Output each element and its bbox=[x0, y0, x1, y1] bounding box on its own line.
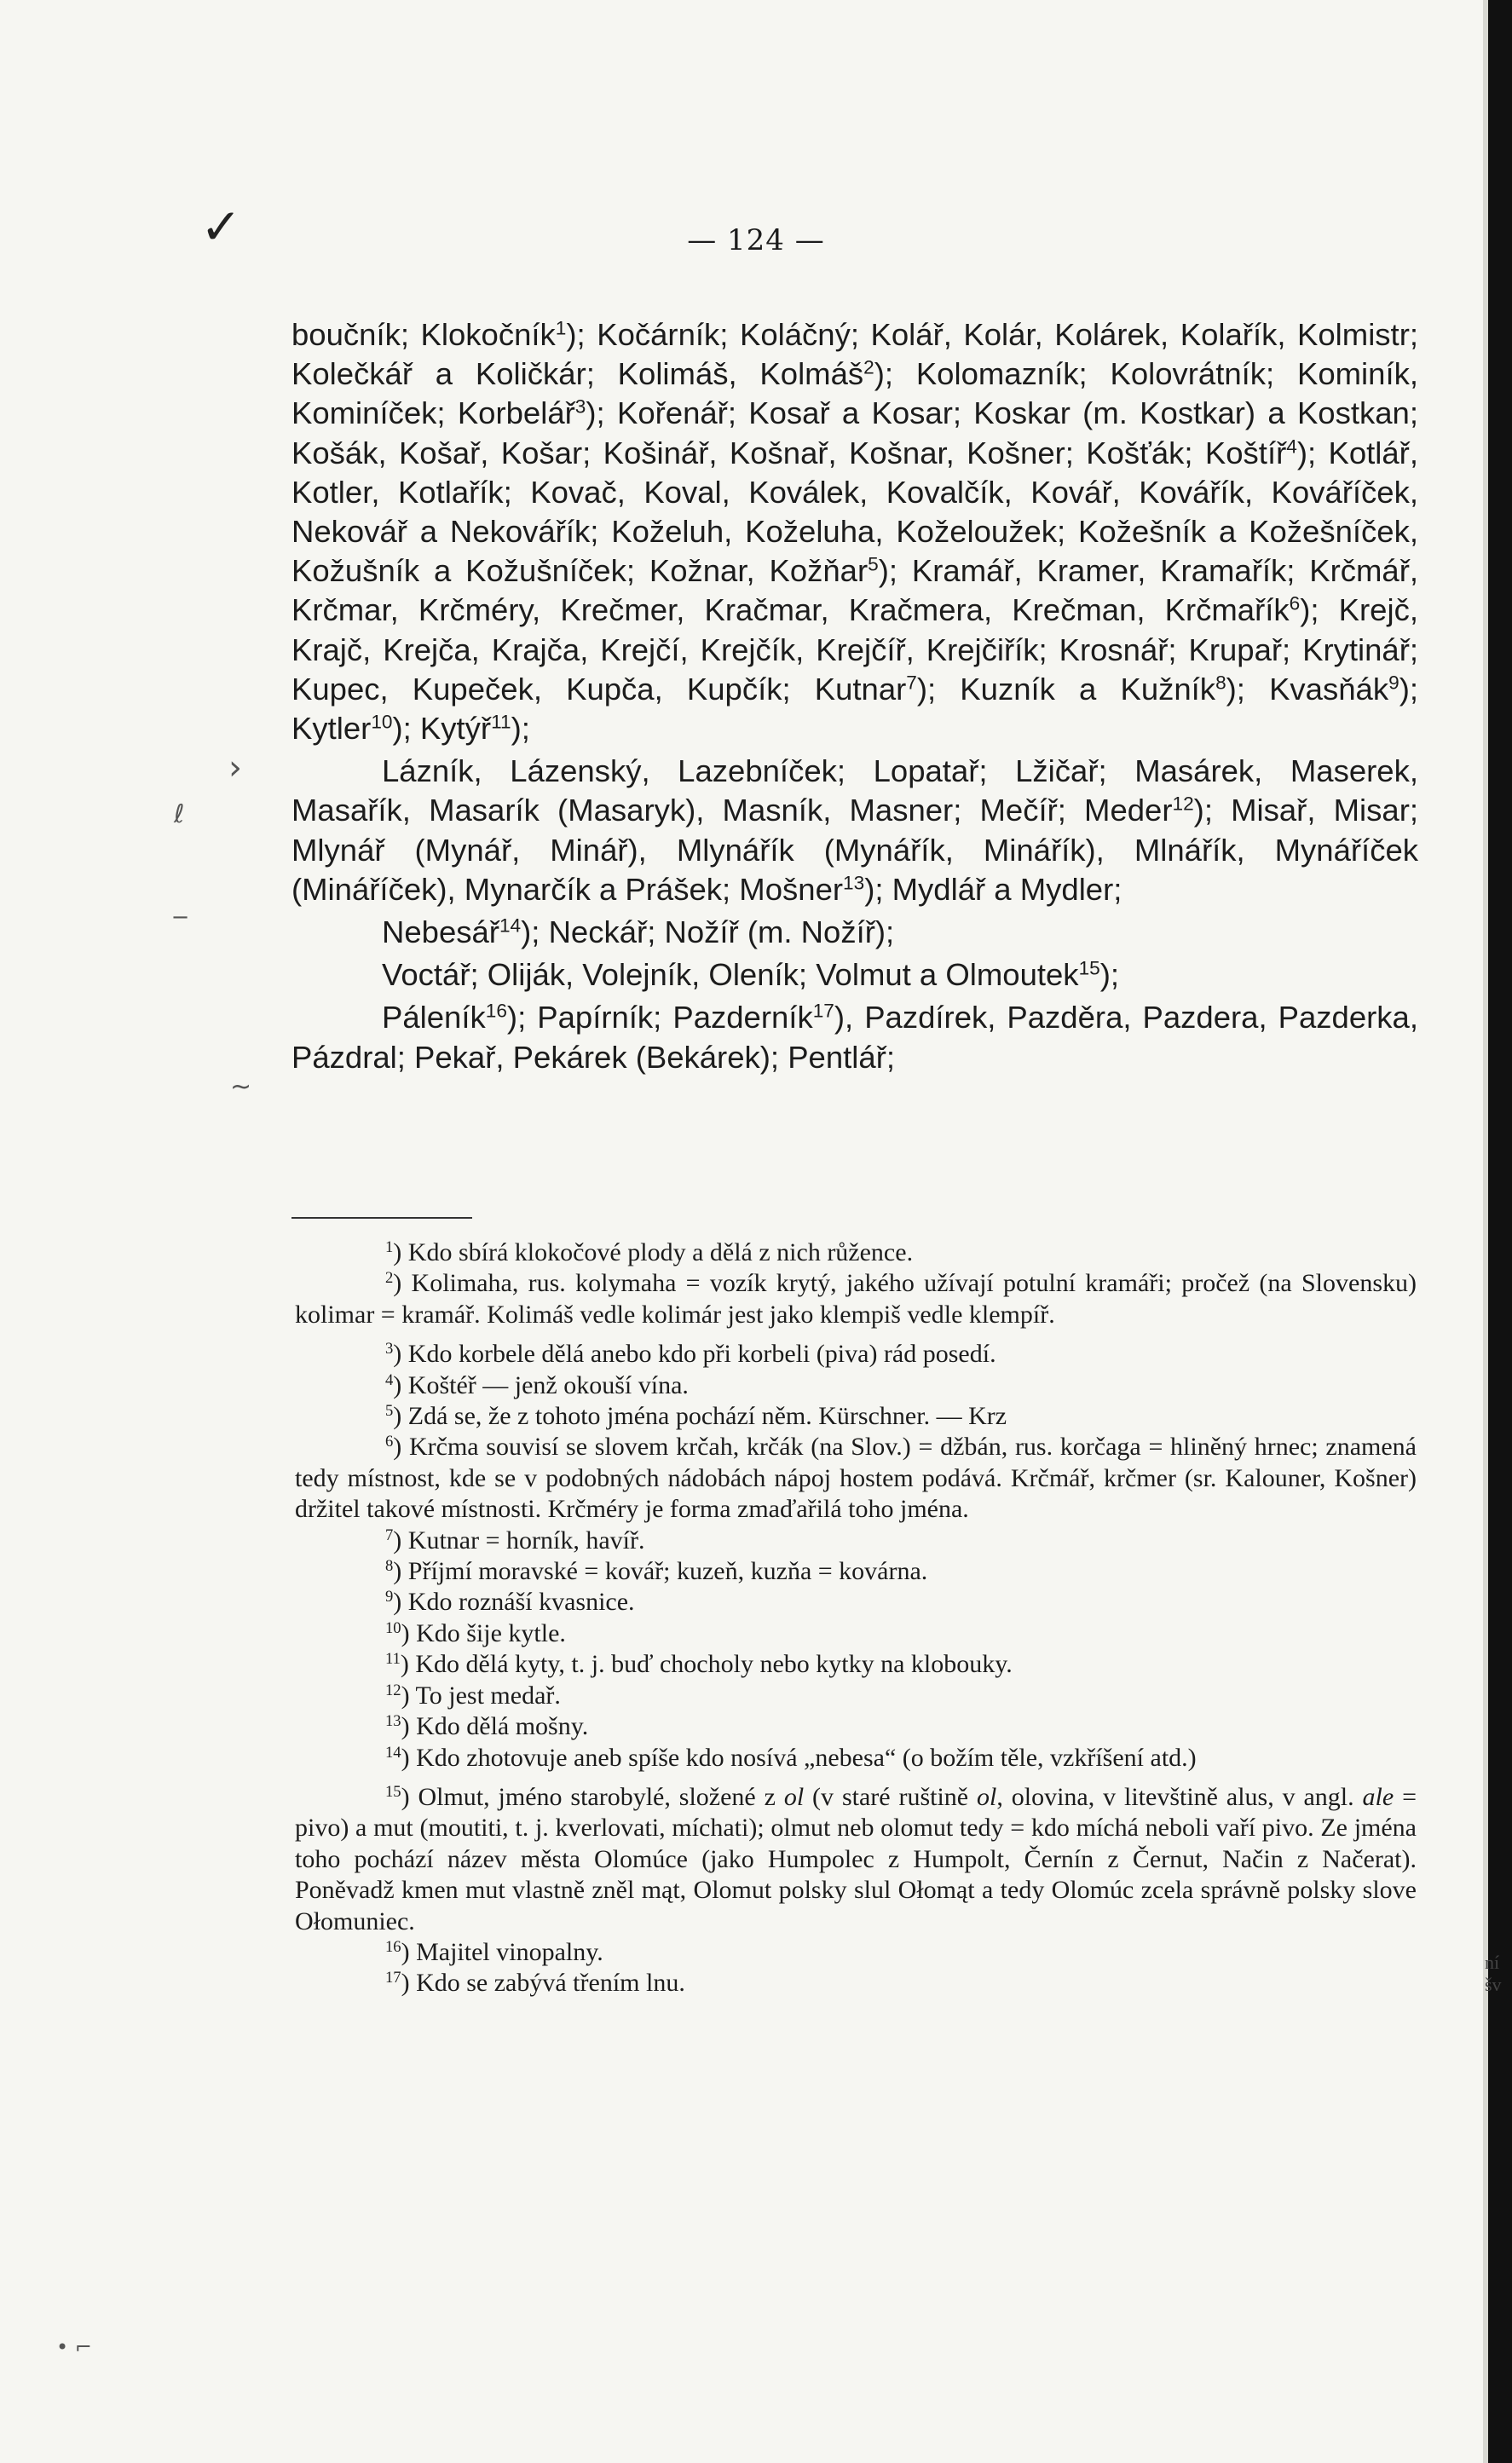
footnote: $^{10}$) Kdo šije kytle. bbox=[385, 1618, 566, 1647]
body-text bbox=[291, 315, 1418, 1077]
footnote: $^{12}$) To jest medař. bbox=[385, 1681, 561, 1710]
footnote: $^7$) Kutnar = horník, havíř. bbox=[385, 1526, 645, 1555]
footnote: $^1$) Kdo sbírá klokočové plody a dělá z nich růžence. bbox=[385, 1237, 914, 1266]
check-mark: ✓ bbox=[200, 198, 242, 256]
footnote: $^8$) Příjmí moravské = kovář; kuzeň, kuzňa = kovárna. bbox=[385, 1556, 928, 1586]
footnote: $^2$) Kolimaha, rus. kolymaha = vozík krytý, jakého užívají potulní kramáři; pročež (na Slovensku) kolimar = kramář. Kolimáš vedle kolimár jest jako klempiš vedle klempíř. bbox=[295, 1269, 1417, 1329]
margin-bottom-marks: • ⌐ bbox=[56, 2335, 92, 2359]
margin-curl-mark: ℓ bbox=[174, 799, 185, 829]
page-number: — 124 — bbox=[687, 223, 825, 257]
footnote: $^{11}$) Kdo dělá kyty, t. j. buď chocholy nebo kytky na klobouky. bbox=[385, 1650, 1013, 1679]
footnote: $^{14}$) Kdo zhotovuje aneb spíše kdo nosívá „nebesa“ (o božím těle, vzkříšení atd.) bbox=[385, 1743, 1197, 1772]
right-edge-fragments: ní šv bbox=[1485, 1952, 1502, 1995]
body-paragraph: boučník; Klokočník$^1$); Kočárník; Koláčný; Kolář, Kolár, Kolárek, Kolařík, Kolmistr; Kolečkář a Količkár; Kolimáš, Kolmáš$^2$); Kolomazník; Kolovrátník; Kominík, Kominíček; Korbelář$^3$); Kořenář; Kosař a Kosar; Koskar (m. Kostkar) a Kostkan; Košák, Košař, Košar; Košinář, Košnař, Košnar, Košner; Košťák; Koštíř$^4$); Kotlář, Kotler, Kotlařík; Kovač, Koval, Koválek, Kovalčík, Kovář, Kovářík, Kováříček, Nekovář a Nekovářík; Koželuh, Koželuha, Koželoužek; Kožešník a Kožešníček, Kožušník a Kožušníček; Kožnar, Kožňar$^5$); Kramář, Kramer, Kramařík; Krčmář, Krčmar, Krčméry, Krečmer, Kračmar, Kračmera, Krečman, Krčmařík$^6$); Krejč, Krajč, Krejča, Krajča, Krejčí, Krejčík, Krejčíř, Krejčiřík; Krosnář; Krupař; Krytinář; Kupec, Kupeček, Kupča, Kupčík; Kutnar$^7$); Kuzník a Kužník$^8$); Kvasňák$^9$); Kytler$^{10}$); Kytýř$^{11}$); bbox=[291, 317, 1419, 747]
body-paragraph: Voctář; Oliják, Volejník, Oleník; Volmut a Olmoutek$^{15}$); bbox=[382, 957, 1120, 993]
footnote: $^9$) Kdo roznáší kvasnice. bbox=[385, 1588, 635, 1617]
footnote-rule bbox=[291, 1217, 472, 1219]
footnote: $^5$) Zdá se, že z tohoto jména pochází něm. Kürschner. — Krz bbox=[385, 1401, 1007, 1431]
footnote: $^6$) Krčma souvisí se slovem krčah, krčák (na Slov.) = džbán, rus. korčaga = hliněný hrnec; znamená tedy místnost, kde se v podobných nádobách nápoj hostem podává. Krčmář, krčmer (sr. Kalouner, Košner) držitel takové místnosti. Krčméry je forma zmaďařilá toho jména. bbox=[295, 1433, 1417, 1524]
footnotes bbox=[295, 1237, 1417, 1999]
body-paragraph: Páleník$^{16}$); Papírník; Pazderník$^{17}$), Pazdírek, Pazděra, Pazdera, Pazderka, Pázdral; Pekař, Pekárek (Bekárek); Pentlář; bbox=[291, 1000, 1418, 1075]
page-edge-highlight bbox=[1483, 0, 1488, 2463]
body-paragraph: Lázník, Lázenský, Lazebníček; Lopatař; Lžičař; Masárek, Maserek, Masařík, Masarík (Masaryk), Masník, Masner; Mečíř; Meder$^{12}$); Misař, Misar; Mlynář (Mynář, Minář), Mlynářík (Mynářík, Minářík), Mlnářík, Mynáříček (Mináříček), Mynarčík a Prášek; Mošner$^{13}$); Mydlář a Mydler; bbox=[291, 753, 1418, 907]
footnote: $^{13}$) Kdo dělá mošny. bbox=[385, 1711, 589, 1741]
footnote: $^4$) Koštéř — jenž okouší vína. bbox=[385, 1370, 689, 1399]
footnote: $^{17}$) Kdo se zabývá třením lnu. bbox=[385, 1969, 685, 1998]
margin-dash-mark: ‒ bbox=[172, 902, 189, 932]
footnote: $^3$) Kdo korbele dělá anebo kdo při korbeli (piva) rád posedí. bbox=[385, 1340, 996, 1369]
page-edge-shadow bbox=[1488, 0, 1512, 2463]
footnote: $^{15}$) Olmut, jméno starobylé, složené z ol (v staré ruštině ol, olovina, v litevštině alus, v angl. ale = pivo) a mut (moutiti, t. j. kverlovati, míchati); olmut neb olomut tedy = kdo míchá neboli vaří pivo. Ze jména toho pochází název města Olomúce (jako Humpolec z Humpolt, Černín z Černut, Način z Načerat). Poněvadž kmen mut vlastně zněl mąt, Olomut polsky slul Ołomąt a tedy Olomúc zcela správně polsky slove Ołomuniec. bbox=[295, 1782, 1417, 1935]
margin-tilde-mark: ~ bbox=[230, 1072, 252, 1102]
footnote: $^{16}$) Majitel vinopalny. bbox=[385, 1937, 603, 1966]
body-paragraph: Nebesář$^{14}$); Neckář; Nožíř (m. Nožíř); bbox=[382, 914, 895, 950]
margin-bracket-mark: › bbox=[228, 748, 242, 787]
